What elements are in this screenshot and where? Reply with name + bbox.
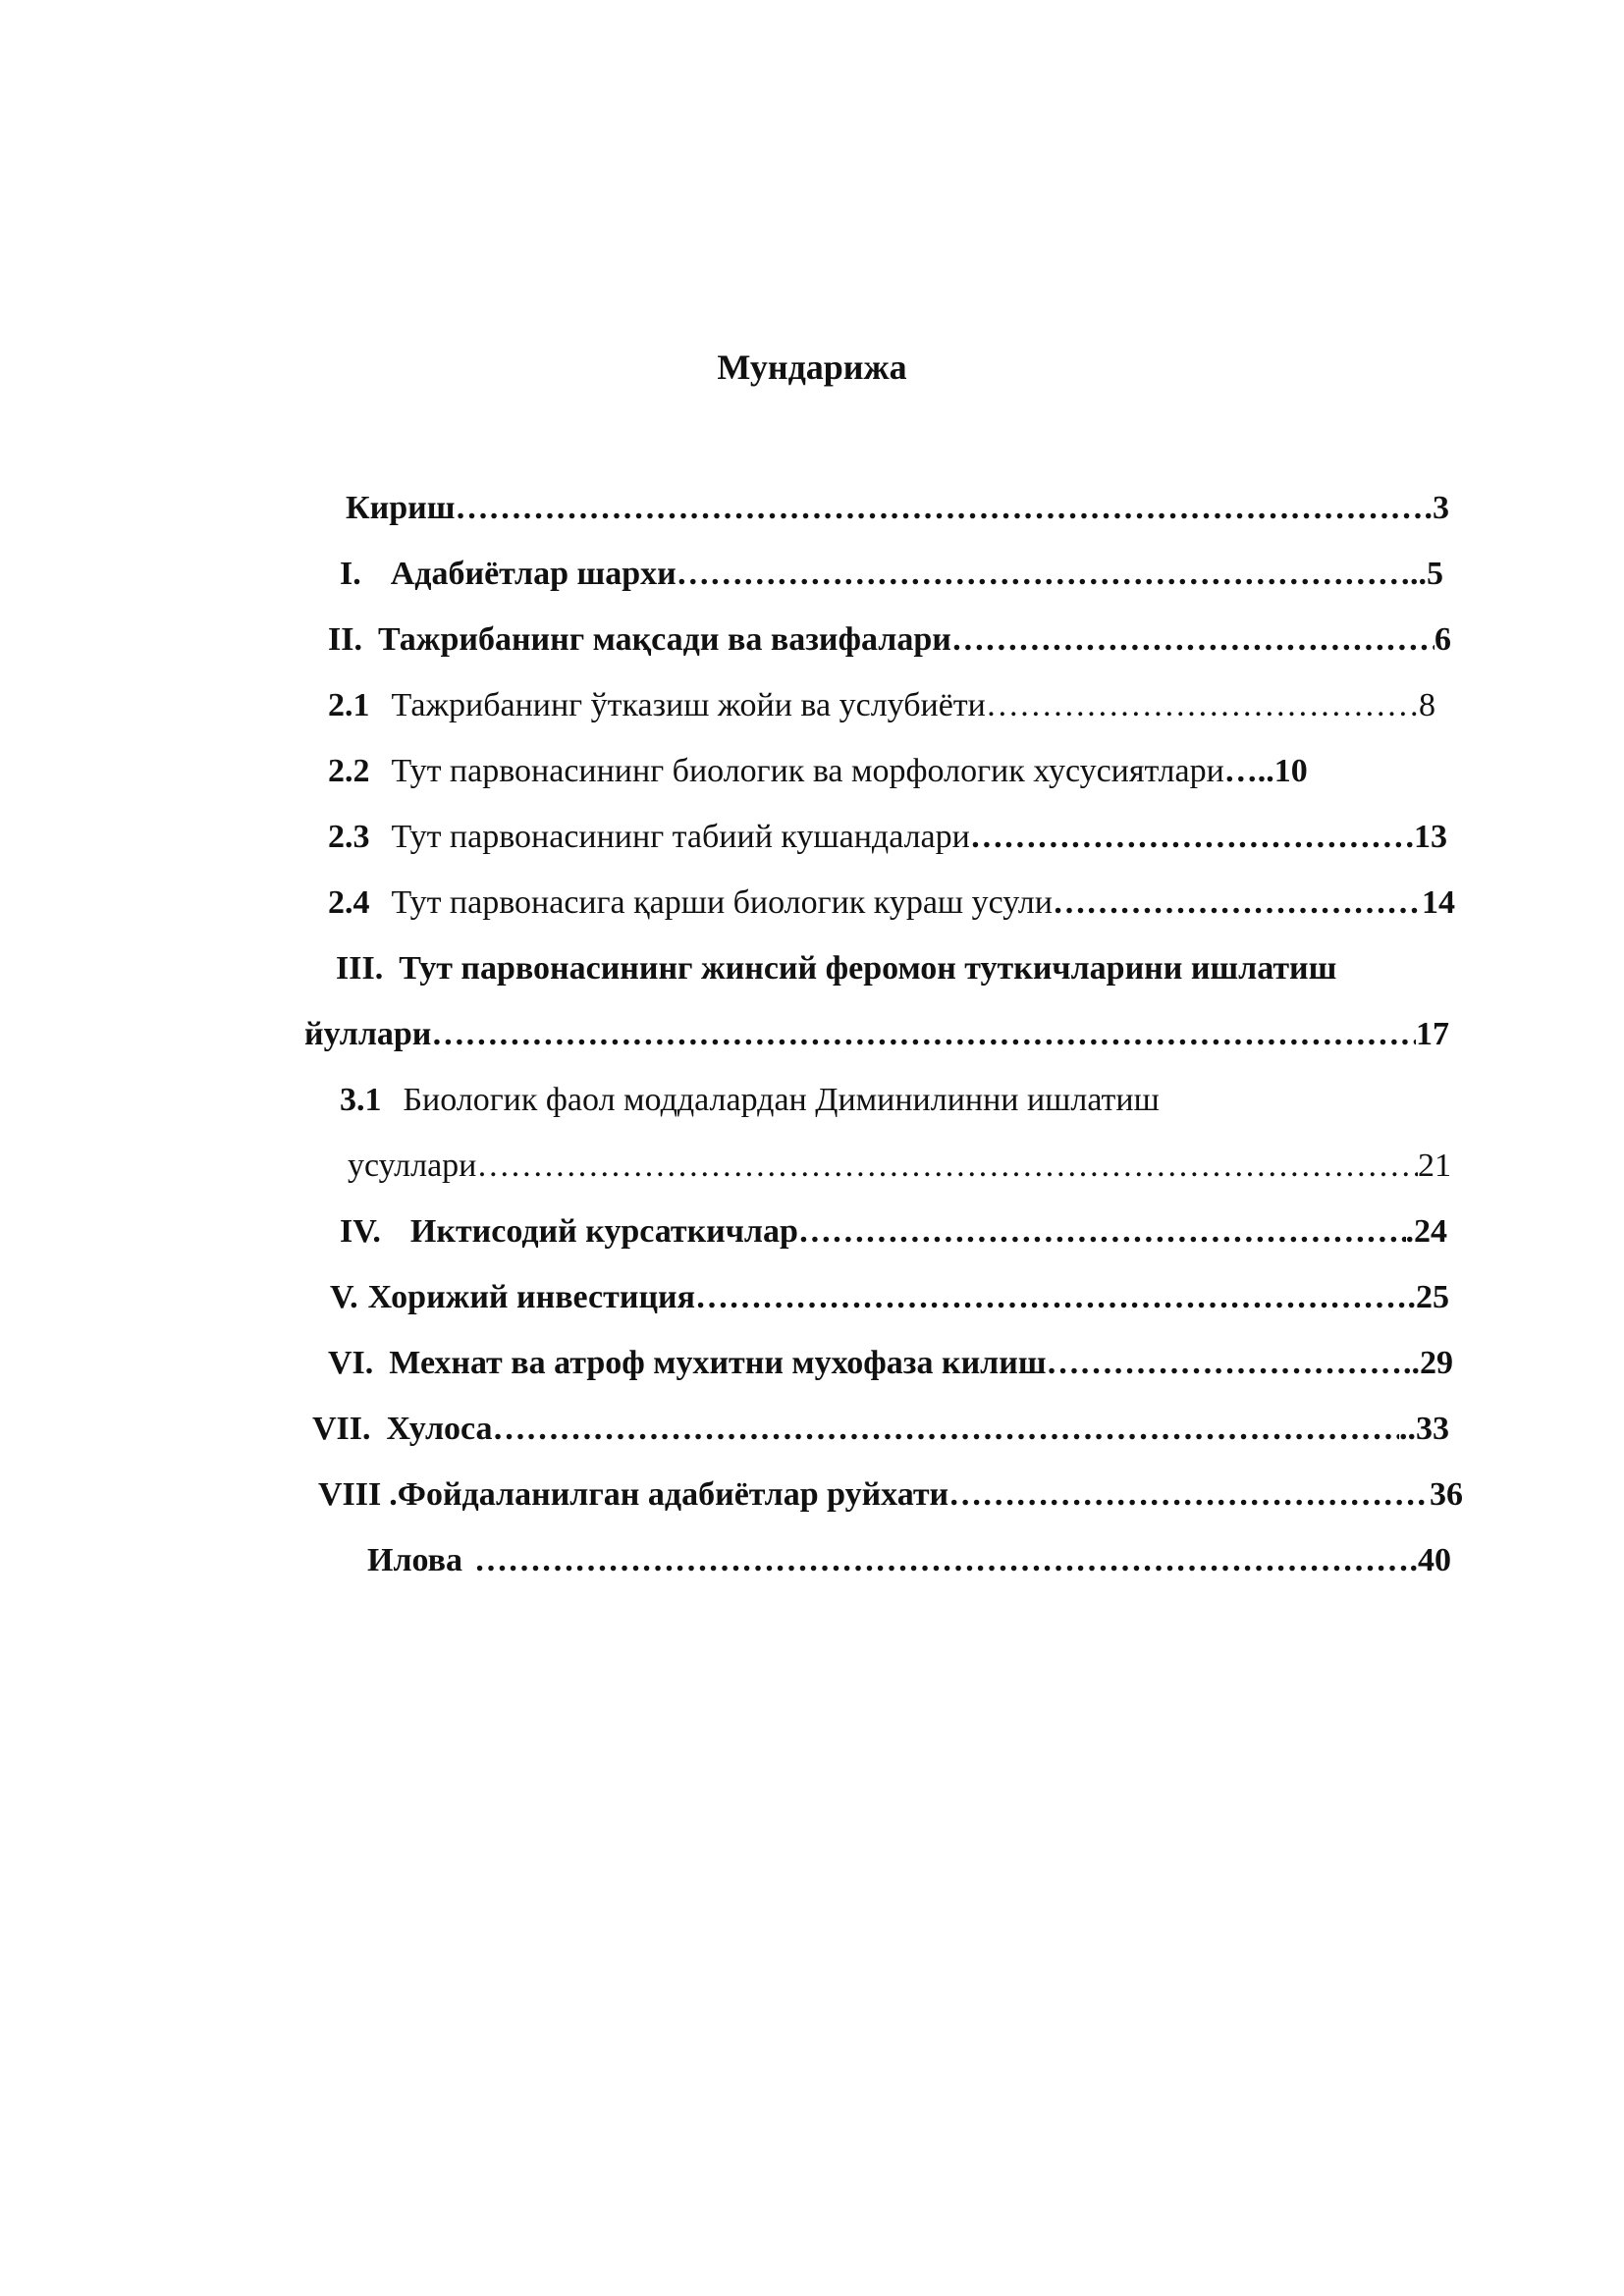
toc-entry-section-2-1[interactable] bbox=[328, 684, 1435, 727]
toc-page-number: .24 bbox=[1405, 1213, 1447, 1250]
toc-page-number: .13 bbox=[1405, 819, 1447, 855]
toc-leader-dots bbox=[695, 1276, 1407, 1319]
toc-page-number: 17 bbox=[1416, 1016, 1449, 1052]
toc-page-number: 14 bbox=[1422, 884, 1455, 921]
toc-entry-section-2-2[interactable] bbox=[328, 750, 1455, 793]
toc-leader-dots bbox=[474, 1539, 1409, 1582]
toc-entry-chapter-3-continued[interactable] bbox=[304, 1013, 1449, 1056]
toc-entry-label: Тут парвонасининг жинсий феромон туткичларини ишлатиш bbox=[399, 950, 1337, 987]
toc-entry-label: Илова bbox=[367, 1542, 463, 1578]
toc-entry-chapter-7[interactable] bbox=[312, 1408, 1449, 1451]
toc-entry-appendix[interactable] bbox=[367, 1539, 1451, 1582]
toc-entry-label: .Фойдаланилган адабиётлар руйхати bbox=[389, 1476, 949, 1513]
toc-entry-label: Кириш bbox=[346, 490, 456, 526]
toc-leader-dots bbox=[455, 487, 1424, 530]
toc-entry-number: II. bbox=[328, 621, 362, 658]
toc-entry-number: 2.1 bbox=[328, 687, 370, 723]
toc-entry-number: 2.3 bbox=[328, 819, 370, 855]
toc-leader-dots bbox=[1047, 1342, 1403, 1385]
toc-page-number: .40 bbox=[1409, 1542, 1451, 1578]
toc-entry-chapter-3[interactable] bbox=[336, 947, 1475, 990]
toc-entry-number: VII. bbox=[312, 1411, 371, 1447]
toc-page-number: ..33 bbox=[1399, 1411, 1449, 1447]
toc-leader-dots bbox=[1053, 881, 1422, 925]
toc-page-number: ..29 bbox=[1403, 1345, 1453, 1381]
toc-page-number: 36 bbox=[1430, 1476, 1463, 1513]
toc-entry-label: Биологик фаол моддалардан Диминилинни ишлатиш bbox=[403, 1082, 1160, 1118]
toc-entry-label: йуллари bbox=[304, 1016, 432, 1052]
toc-entry-label: Адабиётлар шархи bbox=[390, 556, 677, 592]
toc-entry-section-2-4[interactable] bbox=[328, 881, 1455, 925]
toc-entry-section-3-1-continued[interactable] bbox=[348, 1145, 1451, 1188]
toc-leader-dots bbox=[431, 1013, 1416, 1056]
toc-entry-number: 2.2 bbox=[328, 753, 370, 789]
toc-page-number: …..10 bbox=[1223, 753, 1308, 789]
toc-entry-label: Тут парвонасига қарши биологик кураш усули bbox=[391, 884, 1053, 921]
toc-entry-label: Хорижий инвестиция bbox=[367, 1279, 696, 1315]
toc-page-number: ..5 bbox=[1410, 556, 1443, 592]
toc-entry-number: III. bbox=[336, 950, 384, 987]
page-title: Мундарижа bbox=[717, 347, 907, 387]
toc-entry-number: 3.1 bbox=[340, 1082, 382, 1118]
toc-entry-number: I. bbox=[340, 556, 361, 592]
toc-page-number: .25 bbox=[1407, 1279, 1449, 1315]
toc-entry-label: Тажрибанинг ўтказиш жойи ва услубиёти bbox=[391, 687, 986, 723]
toc-entry-chapter-2[interactable] bbox=[328, 618, 1451, 662]
toc-entry-label: Тут парвонасининг табиий кушандалари bbox=[391, 819, 970, 855]
toc-entry-section-3-1[interactable] bbox=[340, 1079, 1322, 1122]
toc-entry-chapter-5[interactable] bbox=[330, 1276, 1449, 1319]
toc-entry-introduction[interactable] bbox=[346, 487, 1449, 530]
toc-entry-chapter-1[interactable] bbox=[340, 553, 1443, 596]
toc-leader-dots bbox=[493, 1408, 1399, 1451]
toc-entry-chapter-4[interactable] bbox=[340, 1210, 1447, 1254]
toc-entry-label: Мехнат ва атроф мухитни мухофаза килиш bbox=[389, 1345, 1047, 1381]
toc-leader-dots bbox=[677, 553, 1410, 596]
toc-entry-chapter-8[interactable] bbox=[318, 1473, 1463, 1517]
toc-leader-dots bbox=[948, 1473, 1430, 1517]
toc-entry-number: 2.4 bbox=[328, 884, 370, 921]
toc-entry-number: VI. bbox=[328, 1345, 374, 1381]
toc-entry-number: IV. bbox=[340, 1213, 381, 1250]
toc-leader-dots bbox=[798, 1210, 1406, 1254]
toc-entry-number: V. bbox=[330, 1279, 358, 1315]
toc-leader-dots bbox=[476, 1145, 1418, 1188]
toc-entry-label: Хулоса bbox=[386, 1411, 493, 1447]
toc-entry-label: Тут парвонасининг биологик ва морфологик хусусиятлари bbox=[391, 753, 1224, 789]
toc-entry-section-2-3[interactable] bbox=[328, 816, 1447, 859]
toc-entry-number: VIII bbox=[318, 1476, 382, 1513]
toc-leader-dots bbox=[986, 684, 1419, 727]
toc-entry-label: Тажрибанинг мақсади ва вазифалари bbox=[377, 621, 951, 658]
toc-page-number: 6 bbox=[1435, 621, 1451, 658]
toc-entry-label: усуллари bbox=[348, 1148, 477, 1184]
toc-leader-dots bbox=[951, 618, 1435, 662]
toc-entry-chapter-6[interactable] bbox=[328, 1342, 1453, 1385]
toc-page-number: 8 bbox=[1419, 687, 1435, 723]
toc-page-number: .3 bbox=[1424, 490, 1449, 526]
toc-entry-label: Иктисодий курсаткичлар bbox=[409, 1213, 798, 1250]
toc-page-number: 21 bbox=[1418, 1148, 1451, 1184]
toc-leader-dots bbox=[970, 816, 1406, 859]
